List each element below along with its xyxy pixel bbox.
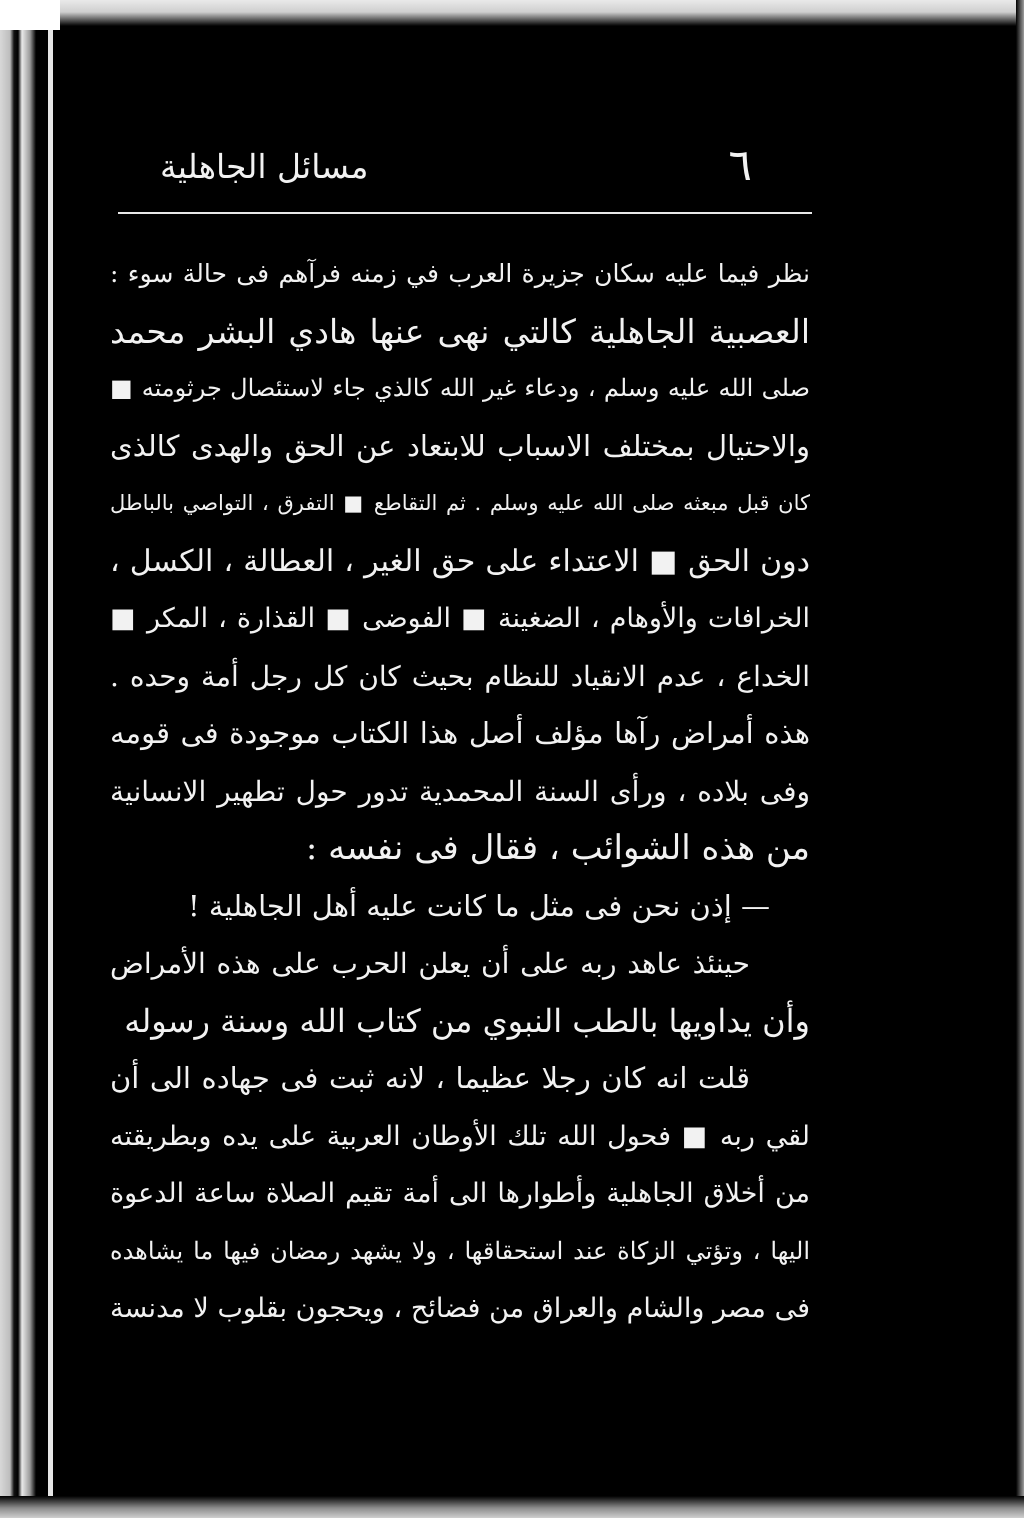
- text-line: الخداع ، عدم الانقياد للنظام بحيث كان كل رجل أمة وحده .: [110, 659, 810, 693]
- scan-border-right: [1016, 0, 1024, 1518]
- text-line: لقي ربه ■ فحول الله تلك الأوطان العربية على يده وبطريقته: [110, 1120, 810, 1152]
- page-number: ٦: [728, 140, 752, 191]
- running-title: مسائل الجاهلية: [160, 147, 369, 186]
- text-line: نظر فيما عليه سكان جزيرة العرب في زمنه فرآهم فى حالة سوء :: [110, 259, 810, 288]
- text-line: العصبية الجاهلية كالتي نهى عنها هادي البشر محمد: [110, 311, 810, 351]
- text-line: فى مصر والشام والعراق من فضائح ، ويحجون بقلوب لا مدنسة: [110, 1293, 810, 1324]
- text-line: صلى الله عليه وسلم ، ودعاء غير الله كالذي جاء لاستئصال جرثومته ■: [110, 374, 810, 402]
- text-line: قلت انه كان رجلا عظيما ، لانه ثبت فى جهاده الى أن: [110, 1061, 750, 1095]
- text-line: وفى بلاده ، ورأى السنة المحمدية تدور حول تطهير الانسانية: [110, 774, 810, 808]
- text-line: حينئذ عاهد ربه على أن يعلن الحرب على هذه الأمراض: [110, 947, 750, 980]
- text-line: اليها ، وتؤتي الزكاة عند استحقاقها ، ولا يشهد رمضان فيها ما يشاهده: [110, 1236, 810, 1265]
- text-line: وأن يداويها بالطب النبوي من كتاب الله وسنة رسوله: [124, 1001, 810, 1040]
- body-text: [110, 245, 810, 1338]
- scan-border-left-line: [48, 0, 53, 1518]
- text-line: — إذن نحن فى مثل ما كانت عليه أهل الجاهلية !: [188, 888, 770, 923]
- text-line: دون الحق ■ الاعتداء على حق الغير ، العطالة ، الكسل ،: [110, 543, 810, 579]
- text-line: هذه أمراض رآها مؤلف أصل هذا الكتاب موجودة فى قومه: [110, 716, 810, 750]
- scan-border-top: [0, 0, 1024, 30]
- text-line: من هذه الشوائب ، فقال فى نفسه :: [305, 828, 810, 868]
- text-line: الخرافات والأوهام ، الضغينة ■ الفوضى ■ القذارة ، المكر ■: [110, 603, 810, 634]
- header-rule: [118, 212, 812, 214]
- scan-border-top-corner: [0, 0, 60, 30]
- text-line: من أخلاق الجاهلية وأطوارها الى أمة تقيم الصلاة ساعة الدعوة: [110, 1178, 810, 1209]
- page-header: [110, 120, 810, 210]
- text-line: والاحتيال بمختلف الاسباب للابتعاد عن الحق والهدى كالذى: [110, 428, 810, 463]
- text-line: كان قبل مبعثه صلى الله عليه وسلم . ثم التقاطع ■ التفرق ، التواصي بالباطل: [110, 491, 810, 515]
- book-page: [110, 120, 810, 1500]
